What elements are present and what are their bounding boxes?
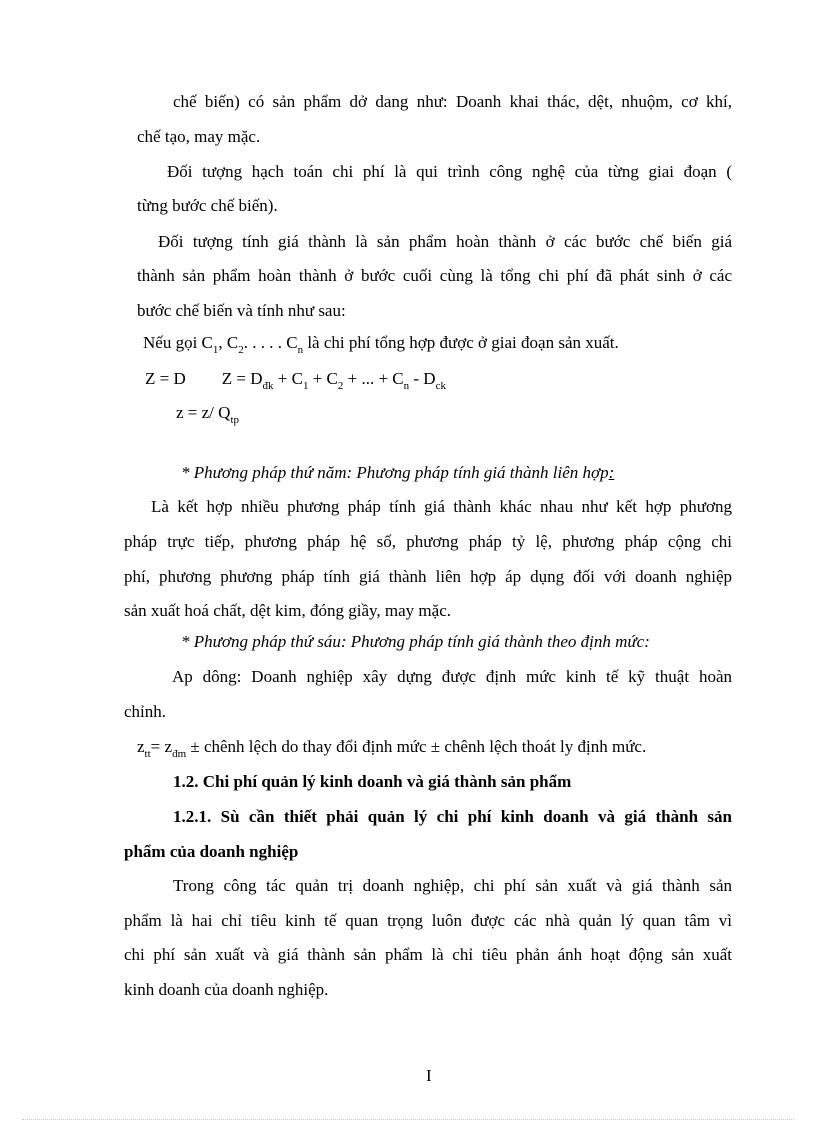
paragraph-line: Đối tượng tính giá thành là sản phẩm hoàn thành ở các bước chế biến giá — [158, 232, 732, 251]
paragraph-line: Ap dông: Doanh nghiệp xây dựng được định mức kinh tế kỹ thuật hoàn — [172, 667, 732, 686]
paragraph-line: phí, phương phương pháp tính giá thành liên hợp áp dụng đối với doanh nghiệp — [124, 567, 732, 586]
formula-line: Nếu gọi $C_1$, $C_2$. . . . . $C_n$ là chi phí tổng hợp được ở giai đoạn sản xuất. — [143, 333, 619, 356]
paragraph-line: Là kết hợp nhiều phương pháp tính giá thành khác nhau như kết hợp phương — [151, 497, 732, 516]
paragraph-line: Đối tượng hạch toán chi phí là qui trình công nghệ của từng giai đoạn ( — [167, 162, 732, 181]
paragraph-line: chế biến) có sản phẩm dở dang như: Doanh khai thác, dệt, nhuộm, cơ khí, — [173, 92, 732, 111]
formula-line: Z = D $Z = D_{đk} + C_1 + C_2$ + ... + $C_n - D_{ck}$ — [145, 369, 446, 392]
method-heading: * Phương pháp thứ năm: Phương pháp tính giá thành liên hợp: — [181, 463, 615, 482]
page-border-divider — [22, 1119, 794, 1120]
method-heading: * Phương pháp thứ sáu: Phương pháp tính giá thành theo định mức: — [181, 632, 650, 651]
paragraph-line: chi phí sản xuất và giá thành sản phẩm là chỉ tiêu phản ánh hoạt động sản xuất — [124, 945, 732, 964]
formula-line: $z_{tt}= z_{đm}$ ± chênh lệch do thay đổi định mức ± chênh lệch thoát ly định mức. — [137, 737, 647, 760]
paragraph-line: bước chế biến và tính như sau: — [137, 301, 346, 320]
page-number: I — [426, 1066, 432, 1085]
paragraph-line: sản xuất hoá chất, dệt kim, đóng giầy, may mặc. — [124, 601, 452, 620]
section-heading: 1.2.1. Sù cần thiết phải quản lý chi phí kinh doanh và giá thành sản — [173, 807, 732, 826]
paragraph-line: từng bước chế biến). — [137, 196, 278, 215]
formula-line: z = z/ $Q_{tp}$ — [176, 403, 239, 426]
section-heading: phẩm của doanh nghiệp — [124, 842, 299, 861]
paragraph-line: Trong công tác quản trị doanh nghiệp, chi phí sản xuất và giá thành sản — [173, 876, 732, 895]
paragraph-line: kinh doanh của doanh nghiệp. — [124, 980, 329, 999]
paragraph-line: pháp trực tiếp, phương pháp hệ số, phương pháp tỷ lệ, phương pháp cộng chi — [124, 532, 732, 551]
paragraph-line: thành sản phẩm hoàn thành ở bước cuối cùng là tổng chi phí đã phát sinh ở các — [137, 266, 732, 285]
paragraph-line: chế tạo, may mặc. — [137, 127, 261, 146]
paragraph-line: chỉnh. — [124, 702, 167, 721]
paragraph-line: phẩm là hai chỉ tiêu kinh tế quan trọng luôn được các nhà quản lý quan tâm vì — [124, 911, 732, 930]
section-heading: 1.2. Chi phí quản lý kinh doanh và giá thành sản phẩm — [173, 772, 572, 791]
